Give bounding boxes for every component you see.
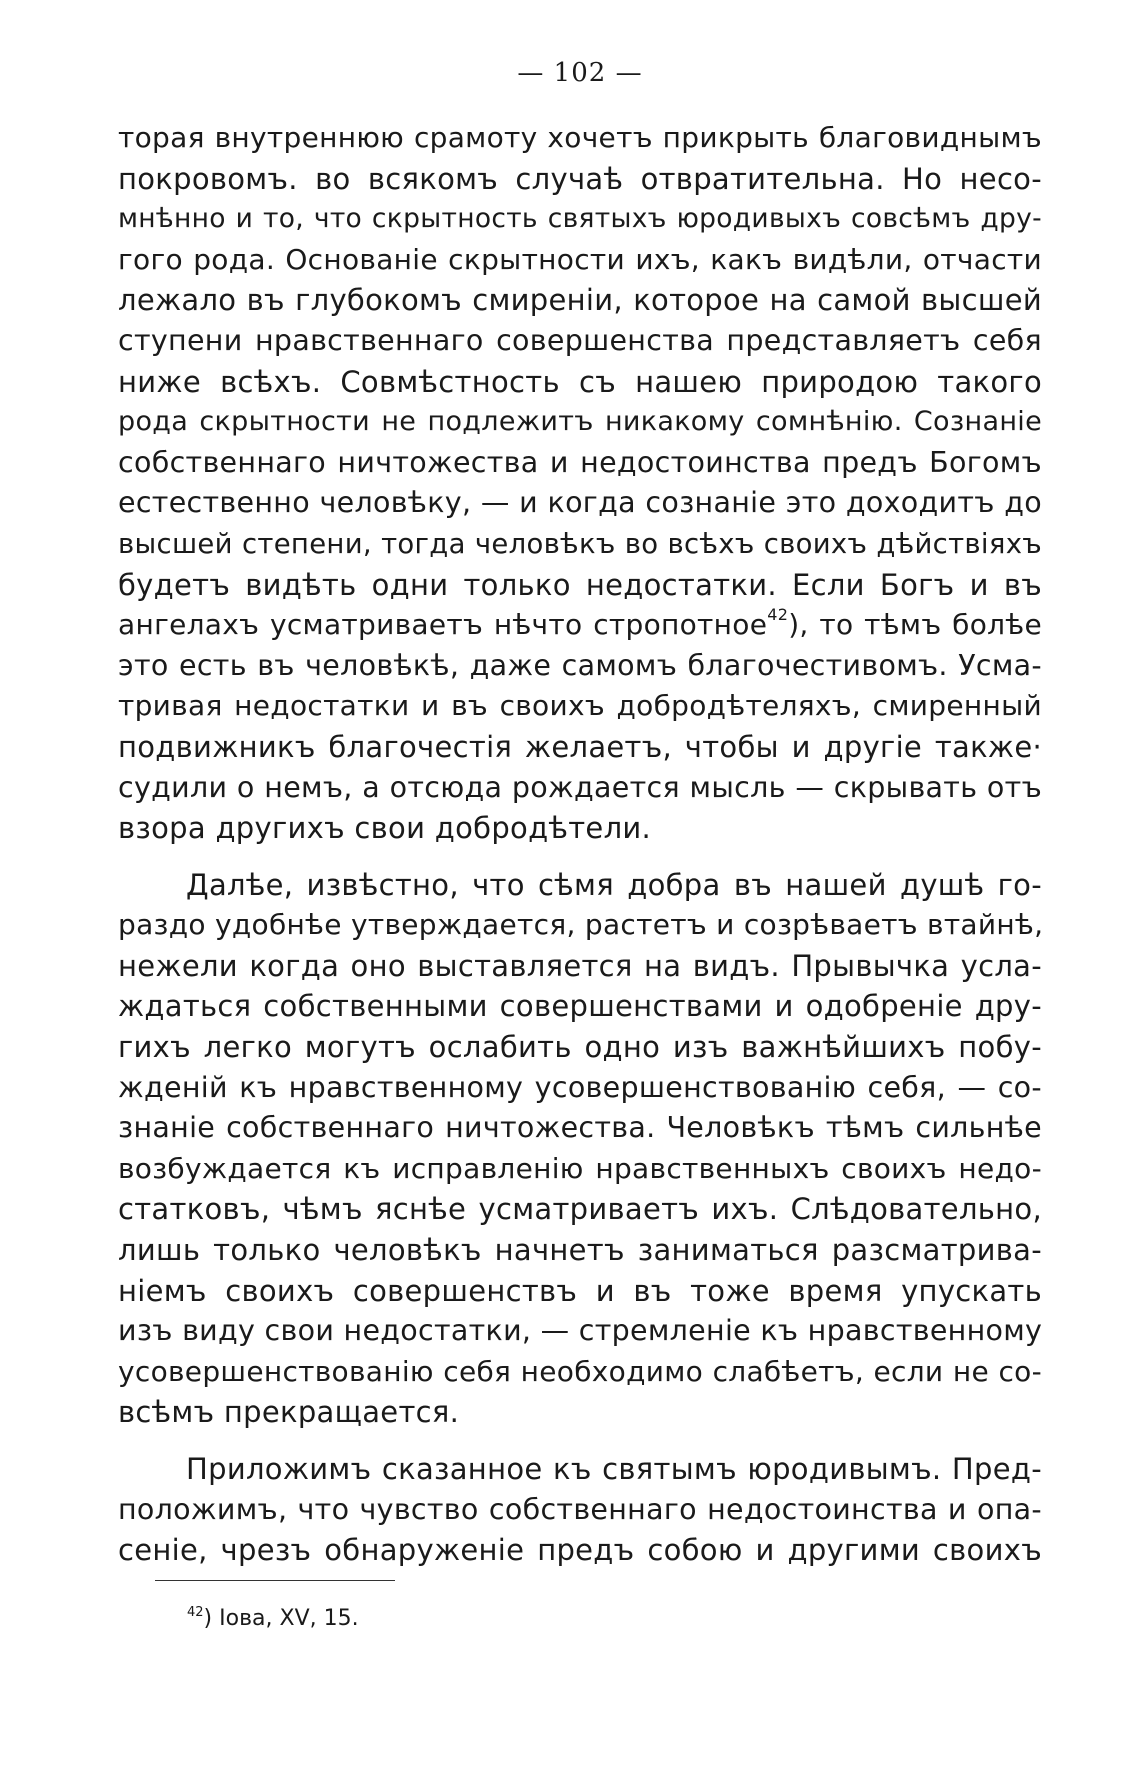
body-text xyxy=(118,118,1042,1571)
text-line: естественно человѣку, — и когда сознаніе это доходитъ до xyxy=(118,486,1042,520)
text-line: ниже всѣхъ. Совмѣстность съ нашею природою такого xyxy=(118,364,1042,399)
text-line: изъ виду свои недостатки, — стремленіе къ нравственному xyxy=(118,1314,1043,1348)
text-line: жденій къ нравственному усовершенствованію себя, — со- xyxy=(118,1070,1042,1104)
text-line: нежели когда оно выставляется на видъ. Прывычка усла- xyxy=(118,948,1042,983)
text-line: положимъ, что чувство собственнаго недостоинства и опа- xyxy=(118,1492,1042,1526)
text-line: Далѣе, извѣстно, что сѣмя добра въ нашей душѣ го- xyxy=(186,867,1042,902)
text-line: рода скрытности не подлежитъ никакому сомнѣнію. Сознаніе xyxy=(118,406,1042,438)
paragraph-spacer xyxy=(118,849,1042,865)
paragraph xyxy=(118,865,1042,1433)
text-line: статковъ, чѣмъ яснѣе усматриваетъ ихъ. Слѣдовательно, xyxy=(118,1192,1042,1227)
text-segment: ), то тѣмъ болѣе xyxy=(788,608,1042,642)
text-line: ступени нравственнаго совершенства представляетъ себя xyxy=(118,323,1042,357)
text-line: сеніе, чрезъ обнаруженіе предъ собою и другими своихъ xyxy=(118,1533,1042,1568)
text-line: Приложимъ сказанное къ святымъ юродивымъ. Пред- xyxy=(186,1452,1042,1486)
text-line: подвижникъ благочестія желаетъ, чтобы и другіе также· xyxy=(118,729,1042,764)
text-line: ждаться собственными совершенствами и одобреніе дру- xyxy=(118,989,1042,1024)
footnote-text: ) Іова, XV, 15. xyxy=(203,1606,359,1631)
text-segment: ангелахъ усматриваетъ нѣчто стропотное xyxy=(118,608,768,642)
text-line: покровомъ. во всякомъ случаѣ отвратительна. Но несо- xyxy=(118,161,1042,196)
text-line: взора другихъ свои добродѣтели. xyxy=(118,811,652,846)
page-number: — 102 — xyxy=(517,58,643,88)
text-line: гихъ легко могутъ ослабить одно изъ важнѣйшихъ побу- xyxy=(118,1030,1042,1065)
paragraph xyxy=(118,118,1042,849)
footnote-reference: 42 xyxy=(767,605,789,625)
footnote-divider xyxy=(155,1580,395,1581)
text-line: собственнаго ничтожества и недостоинства предъ Богомъ xyxy=(118,445,1042,479)
text-line-with-footnote xyxy=(118,605,1042,646)
text-line: усовершенствованію себя необходимо слабѣетъ, если не со- xyxy=(118,1354,1042,1388)
footnote xyxy=(187,1605,359,1633)
text-line: гого рода. Основаніе скрытности ихъ, какъ видѣли, отчасти xyxy=(118,242,1042,276)
paragraph xyxy=(118,1449,1042,1571)
paragraph-spacer xyxy=(118,1433,1042,1449)
text-line: это есть въ человѣкѣ, даже самомъ благочестивомъ. Усма- xyxy=(118,648,1042,682)
text-line: лишь только человѣкъ начнетъ заниматься разсматрива- xyxy=(118,1233,1042,1268)
text-line: возбуждается къ исправленію нравственныхъ своихъ недо- xyxy=(118,1151,1042,1185)
text-line: раздо удобнѣе утверждается, растетъ и созрѣваетъ втайнѣ, xyxy=(118,908,1044,942)
text-line: ніемъ своихъ совершенствъ и въ тоже время упускать xyxy=(118,1273,1042,1308)
footnote-number: 42 xyxy=(187,1605,204,1620)
text-line: торая внутреннюю срамоту хочетъ прикрыть благовиднымъ xyxy=(118,121,1042,154)
text-line: всѣмъ прекращается. xyxy=(118,1395,460,1430)
text-line: тривая недостатки и въ своихъ добродѣтеляхъ, смиренный xyxy=(118,689,1042,723)
text-line: высшей степени, тогда человѣкъ во всѣхъ своихъ дѣйствіяхъ xyxy=(118,527,1042,560)
text-line: будетъ видѣть одни только недостатки. Если Богъ и въ xyxy=(118,567,1042,602)
text-line: мнѣнно и то, что скрытность святыхъ юродивыхъ совсѣмъ дру- xyxy=(118,203,1042,235)
text-line: судили о немъ, а отсюда рождается мысль — скрывать отъ xyxy=(118,770,1042,804)
text-line: знаніе собственнаго ничтожества. Человѣкъ тѣмъ сильнѣе xyxy=(118,1111,1042,1145)
text-line: лежало въ глубокомъ смиреніи, которое на самой высшей xyxy=(118,283,1042,318)
